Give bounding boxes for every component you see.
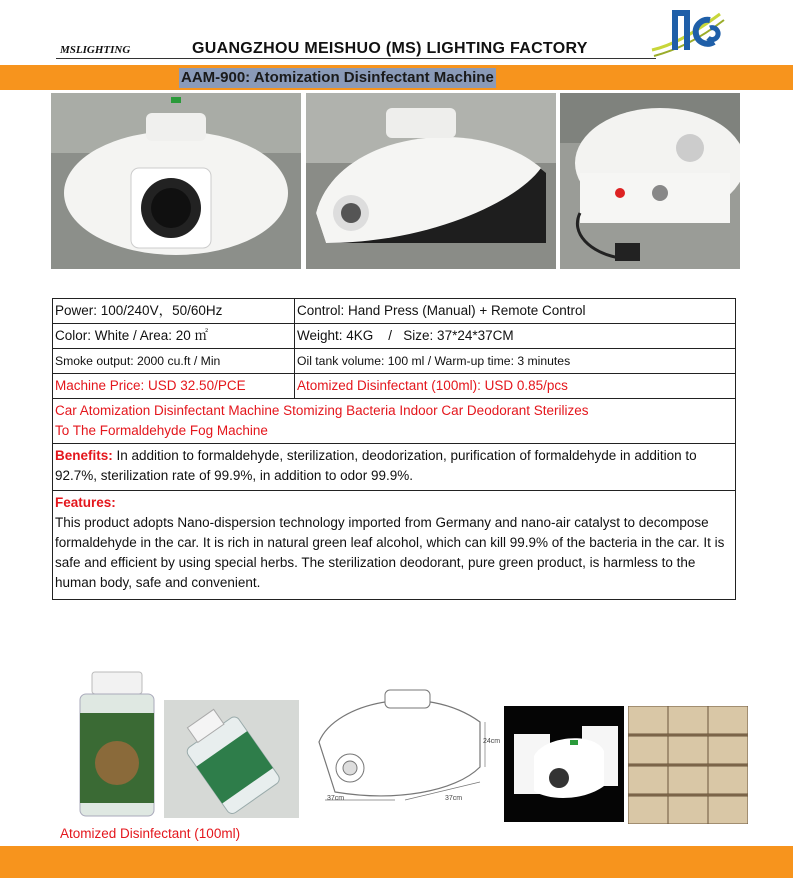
factory-name: GUANGZHOU MEISHUO (MS) LIGHTING FACTORY: [192, 40, 588, 57]
disinfectant-bottle-photo: [72, 668, 162, 820]
dimension-diagram: [305, 682, 505, 810]
benefits-text: In addition to formaldehyde, sterilization, deodorization, purification of formaldehyde in addition to 92.7%, sterilization rate of 99.9%, in addition to odor 99.9%.: [55, 448, 697, 483]
table-row: [53, 349, 736, 374]
color-area-cell: Color: White / Area: 20 ㎡: [53, 324, 295, 349]
table-row: [53, 374, 736, 399]
dim-height-label: 24cm: [483, 738, 501, 745]
oil-tank-cell: Oil tank volume: 100 ml / Warm-up time: 3 minutes: [295, 349, 736, 374]
table-row: [53, 444, 736, 491]
spec-table: [52, 298, 736, 600]
features-text: This product adopts Nano-dispersion technology imported from Germany and nano-air catalyst to decompose formaldehyde in the car. It is rich in natural green leaf alcohol, which can kill 99.9% of the bacteria in the car. It is safe and efficient by using special herbs. The sterilization deodorant, pure green product, is harmless to the human body, safe and convenient.: [55, 515, 725, 590]
machine-price-cell: Machine Price: USD 32.50/PCE: [53, 374, 295, 399]
table-row: [53, 399, 736, 444]
control-cell: Control: Hand Press (Manual) + Remote Control: [295, 299, 736, 324]
brand-small-label: MSLIGHTING: [60, 44, 131, 56]
machine-front-photo: [51, 93, 301, 269]
features-cell: [53, 491, 736, 600]
product-title-cell: [53, 399, 736, 444]
dim-depth-label: 37cm: [445, 795, 463, 802]
benefits-cell: [53, 444, 736, 491]
benefits-label: Benefits:: [55, 448, 113, 463]
table-row: [53, 324, 736, 349]
product-title-line2: To The Formaldehyde Fog Machine: [55, 423, 268, 438]
packaging-foam-photo: [504, 706, 624, 822]
machine-side-photo: [306, 93, 556, 269]
bottle-closeup-photo: [164, 700, 299, 818]
machine-rear-photo: [560, 93, 740, 269]
table-row: [53, 299, 736, 324]
disinfectant-price-cell: Atomized Disinfectant (100ml): USD 0.85/pcs: [295, 374, 736, 399]
product-subtitle: AAM-900: Atomization Disinfectant Machine: [181, 69, 494, 86]
ms-logo: [650, 6, 734, 60]
bottle-caption: Atomized Disinfectant (100ml): [60, 826, 241, 841]
table-row: [53, 491, 736, 600]
features-label: Features:: [55, 495, 116, 510]
carton-boxes-photo: [628, 706, 748, 824]
header-divider: [56, 58, 656, 59]
orange-footer-bar: [0, 846, 793, 878]
dim-width-label: 37cm: [327, 795, 345, 802]
power-cell: Power: 100/240V，50/60Hz: [53, 299, 295, 324]
product-title-line1: Car Atomization Disinfectant Machine Stomizing Bacteria Indoor Car Deodorant Sterilizes: [55, 403, 589, 418]
weight-size-cell: Weight: 4KG / Size: 37*24*37CM: [295, 324, 736, 349]
smoke-output-cell: Smoke output: 2000 cu.ft / Min: [53, 349, 295, 374]
